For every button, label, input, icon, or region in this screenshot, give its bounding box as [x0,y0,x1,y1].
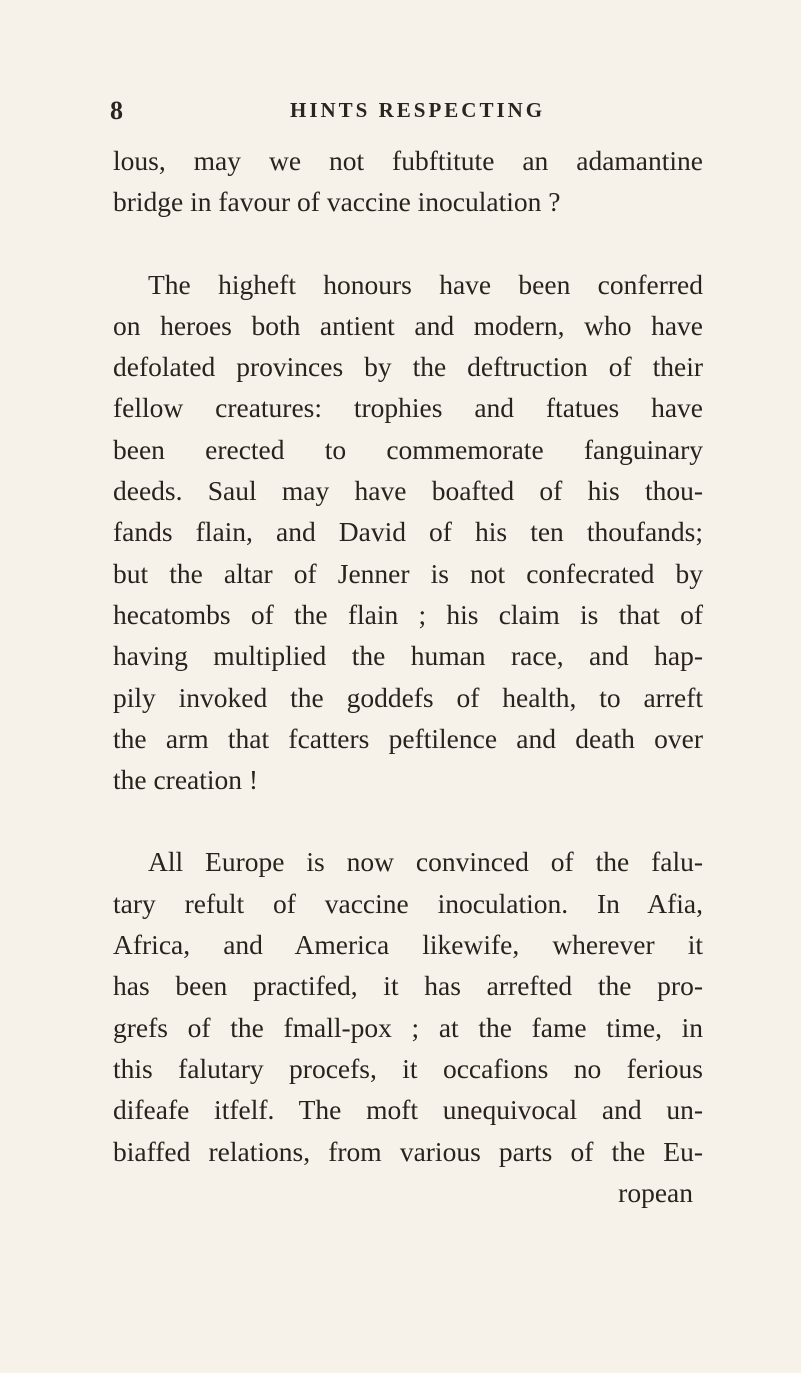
text-line: All Europe is now convinced of the falu- [148,846,703,878]
catchword: ropean [618,1176,693,1208]
text-line: having multiplied the human race, and hap- [113,640,703,672]
text-line: been erected to commemorate fanguinary [113,433,703,465]
text-line: fellow creatures: trophies and ftatues have [113,392,703,424]
text-line: grefs of the fmall-pox ; at the fame time, in [113,1011,703,1043]
paragraph-gap [113,223,703,264]
text-line: deeds. Saul may have boafted of his thou- [113,475,703,507]
text-line: has been practifed, it has arrefted the pro- [113,970,703,1002]
text-line: fands flain, and David of his ten thoufands; [113,516,703,548]
page-number: 8 [110,96,123,125]
running-title: HINTS RESPECTING [290,98,546,122]
text-line: defolated provinces by the deftruction of their [113,351,703,383]
text-line: the creation ! [113,764,259,796]
text-line: on heroes both antient and modern, who have [113,309,703,341]
text-line: The higheft honours have been conferred [148,268,703,300]
text-line: hecatombs of the flain ; his claim is that of [113,598,703,630]
text-line: difeafe itfelf. The moft unequivocal and un- [113,1094,703,1126]
running-head [110,96,670,126]
text-line: Africa, and America likewife, wherever it [113,929,703,961]
text-line: biaffed relations, from various parts of the Eu- [113,1135,703,1167]
text-line: the arm that fcatters peftilence and death over [113,722,703,754]
text-line: bridge in favour of vaccine inoculation ? [113,186,561,218]
paragraph-gap [113,800,703,841]
body-text [113,140,703,1213]
text-line: tary refult of vaccine inoculation. In Afia, [113,887,703,919]
text-line: pily invoked the goddefs of health, to arreft [113,681,703,713]
text-line: lous, may we not fubftitute an adamantine [113,145,703,176]
text-line: but the altar of Jenner is not confecrated by [113,557,703,589]
text-line: this falutary procefs, it occafions no ferious [113,1052,703,1084]
